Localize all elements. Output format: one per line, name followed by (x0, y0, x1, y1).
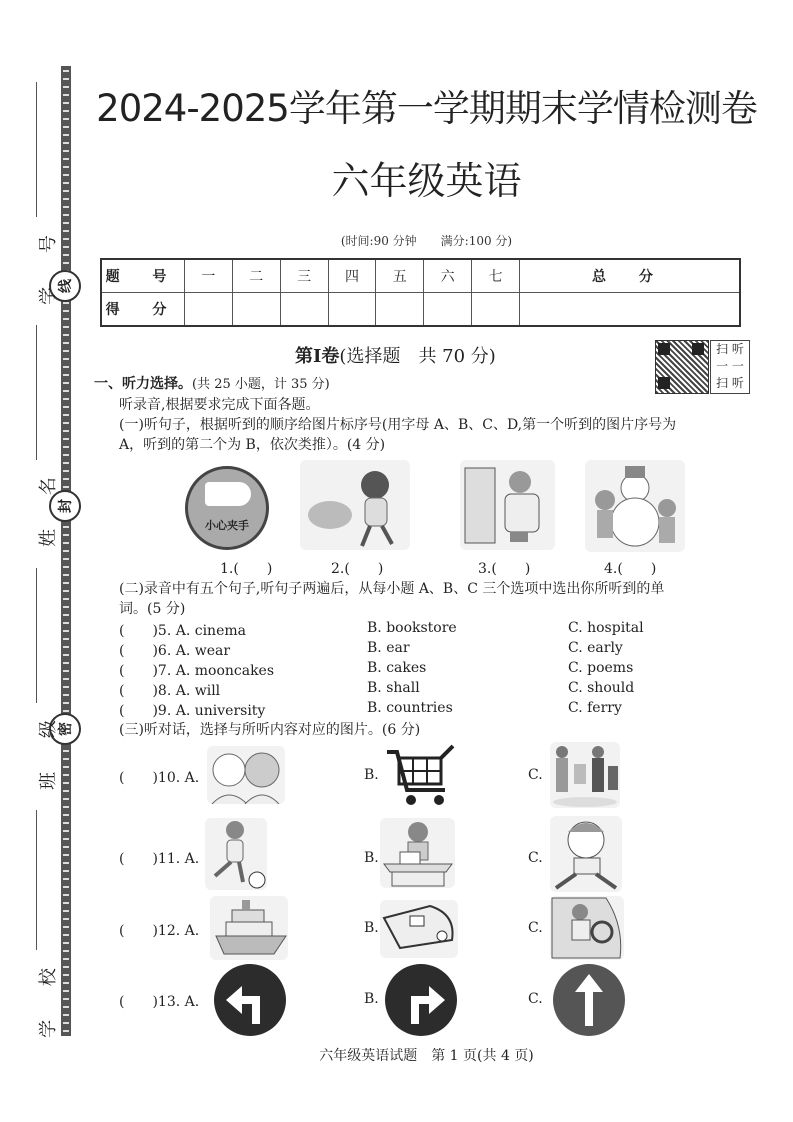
part1-heading: 一、听力选择。(共 25 小题，计 35 分) (94, 376, 330, 392)
score-col-5: 五 (376, 259, 424, 293)
question-6-option-a[interactable]: ( )6. A. wear (119, 643, 231, 659)
boy-football-image (205, 818, 267, 890)
score-table (100, 258, 741, 327)
score-cell[interactable] (472, 293, 520, 327)
score-col-total: 总 分 (519, 259, 740, 293)
score-table-score-row (101, 293, 740, 327)
score-cell[interactable] (424, 293, 472, 327)
question-7-option-c[interactable]: C. poems (568, 660, 634, 676)
qr-scan-label: 扫 听 一 一 扫 听 (710, 340, 750, 394)
seal-mark-line: 线 (49, 270, 81, 302)
score-cell[interactable] (376, 293, 424, 327)
boy-reading-image (380, 818, 455, 888)
score-col-6: 六 (424, 259, 472, 293)
picture-3-answer[interactable]: 3.( ) (478, 561, 531, 577)
question-13-option-b[interactable]: B. (364, 991, 379, 1007)
picture-4-answer[interactable]: 4.( ) (604, 561, 657, 577)
question-12-option-c[interactable]: C. (528, 920, 543, 936)
turn-left-sign-icon (214, 964, 286, 1036)
seal-mark-secret: 密 (49, 713, 81, 745)
score-col-4: 四 (328, 259, 376, 293)
sub1-instruction-line1: (一)听句子，根据听到的顺序给图片标序号(用字母 A、B、C、D,第一个听到的图片序号为 (119, 417, 677, 433)
question-9-option-a[interactable]: ( )9. A. university (119, 703, 266, 719)
page-footer: 六年级英语试题 第 1 页(共 4 页) (319, 1048, 534, 1064)
question-7-option-b[interactable]: B. cakes (367, 660, 427, 676)
caution-pinch-sign-image: 小心夹手 (185, 466, 269, 550)
school-label: 学 校 (37, 954, 59, 1038)
question-8-option-c[interactable]: C. should (568, 680, 635, 696)
picture-2-answer[interactable]: 2.( ) (331, 561, 384, 577)
student-number-label: 学 号 (37, 221, 59, 305)
section-title (295, 342, 496, 368)
name-label: 姓 名 (37, 463, 59, 547)
question-9-option-c[interactable]: C. ferry (568, 700, 622, 716)
question-11-option-a[interactable]: ( )11. A. (119, 851, 200, 867)
clothes-store-image (550, 742, 620, 808)
grandparents-image (207, 746, 285, 804)
question-10-option-c[interactable]: C. (528, 767, 543, 783)
go-straight-sign-icon (553, 964, 625, 1036)
score-col-3: 三 (280, 259, 328, 293)
question-8-option-b[interactable]: B. shall (367, 680, 420, 696)
score-cell[interactable] (185, 293, 233, 327)
question-5-option-a[interactable]: ( )5. A. cinema (119, 623, 246, 639)
qr-code-icon[interactable] (655, 340, 709, 394)
sub1-instruction-line2: A，听到的第二个为 B，依次类推）。(4 分) (119, 437, 386, 453)
boy-kung-fu-image (550, 816, 622, 892)
score-cell[interactable] (519, 293, 740, 327)
score-table-row-label: 题 号 (101, 259, 185, 293)
picture-1-answer[interactable]: 1.( ) (220, 561, 273, 577)
question-5-option-c[interactable]: C. hospital (568, 620, 644, 636)
question-10-option-a[interactable]: ( )10. A. (119, 770, 200, 786)
score-col-1: 一 (185, 259, 233, 293)
seal-mark-seal: 封 (49, 490, 81, 522)
question-13-option-c[interactable]: C. (528, 991, 543, 1007)
shopping-cart-image (385, 744, 457, 812)
sub2-instruction-line2: 词。(5 分) (119, 601, 186, 617)
sub3-instruction: (三)听对话，选择与所听内容对应的图片。(6 分) (119, 722, 421, 738)
score-cell[interactable] (232, 293, 280, 327)
question-6-option-c[interactable]: C. early (568, 640, 623, 656)
exam-meta: (时间:90 分钟 满分:100 分) (340, 234, 513, 248)
question-5-option-b[interactable]: B. bookstore (367, 620, 457, 636)
hand-icon (205, 482, 251, 506)
question-10-option-b[interactable]: B. (364, 767, 379, 783)
section-title-note: (选择题 共 70 分) (339, 346, 496, 367)
man-driving-image (550, 896, 624, 960)
question-6-option-b[interactable]: B. ear (367, 640, 410, 656)
turn-right-sign-icon (385, 964, 457, 1036)
name-field[interactable] (36, 325, 37, 460)
question-8-option-a[interactable]: ( )8. A. will (119, 683, 221, 699)
ship-image (210, 896, 288, 960)
class-label: 班 级 (37, 706, 59, 790)
boy-running-from-dog-image (300, 460, 410, 550)
question-12-option-b[interactable]: B. (364, 920, 379, 936)
question-7-option-a[interactable]: ( )7. A. mooncakes (119, 663, 275, 679)
part1-instruction: 听录音,根据要求完成下面各题。 (119, 397, 320, 413)
class-field[interactable] (36, 568, 37, 703)
scientist-microscope-image (460, 460, 555, 550)
sub2-instruction-line1: (二)录音中有五个句子,听句子两遍后，从每小题 A、B、C 三个选项中选出你所听到的单 (119, 581, 665, 597)
binding-line (61, 66, 71, 1036)
question-9-option-b[interactable]: B. countries (367, 700, 453, 716)
children-snowman-image (585, 460, 685, 552)
train-image (380, 900, 458, 958)
score-col-2: 二 (232, 259, 280, 293)
question-11-option-c[interactable]: C. (528, 850, 543, 866)
score-table-row-label: 得 分 (101, 293, 185, 327)
question-12-option-a[interactable]: ( )12. A. (119, 923, 200, 939)
school-field[interactable] (36, 810, 37, 950)
question-13-option-a[interactable]: ( )13. A. (119, 994, 200, 1010)
section-title-main: 第Ⅰ卷 (295, 346, 340, 367)
score-cell[interactable] (328, 293, 376, 327)
score-col-7: 七 (472, 259, 520, 293)
score-cell[interactable] (280, 293, 328, 327)
exam-subject: 六年级英语 (331, 159, 522, 203)
question-11-option-b[interactable]: B. (364, 850, 379, 866)
score-table-header-row (101, 259, 740, 293)
exam-title: 2024-2025学年第一学期期末学情检测卷 (96, 87, 757, 130)
